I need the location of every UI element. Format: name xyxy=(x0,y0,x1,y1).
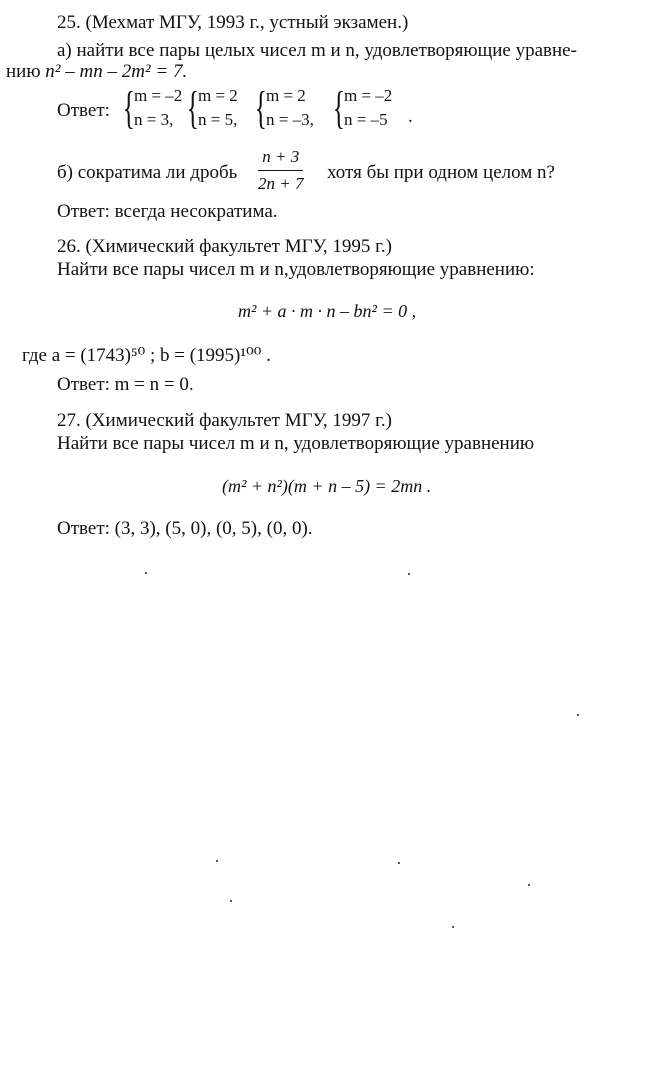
system-2-n: n = 5, xyxy=(198,110,238,129)
system-3-n: n = –3, xyxy=(266,110,314,129)
system-1-n: n = 3, xyxy=(134,110,174,129)
problem-26-equation xyxy=(238,301,416,322)
scan-speck xyxy=(145,572,147,574)
problem-25-title: 25. (Мехмат МГУ, 1993 г., устный экзамен.) xyxy=(57,12,409,33)
scan-speck xyxy=(216,860,218,862)
scan-speck xyxy=(230,900,232,902)
problem-26-where: где a = (1743)⁵⁰ ; b = (1995)¹⁰⁰ . xyxy=(22,345,271,366)
problem-25a-prefix: нию xyxy=(6,61,41,82)
answer-system-1 xyxy=(120,84,182,132)
scan-speck xyxy=(398,862,400,864)
answer-27: Ответ: (3, 3), (5, 0), (0, 5), (0, 0). xyxy=(57,518,313,539)
brace-icon: { xyxy=(122,82,135,133)
system-4-n: n = –5 xyxy=(344,110,388,129)
scan-speck xyxy=(452,926,454,928)
problem-26-text: Найти все пары чисел m и n,удовлетворяющие уравнению: xyxy=(57,259,535,280)
problem-26-title: 26. (Химический факультет МГУ, 1995 г.) xyxy=(57,236,392,257)
system-2-m: m = 2 xyxy=(198,86,238,105)
fraction-denominator: 2n + 7 xyxy=(258,174,304,193)
answer-25b: Ответ: всегда несократима. xyxy=(57,201,278,222)
scan-speck xyxy=(408,573,410,575)
problem-25b-suffix: хотя бы при одном целом n? xyxy=(327,162,555,183)
problem-25a-text-cont xyxy=(6,61,187,83)
scan-speck xyxy=(577,714,579,716)
problem-25b-prefix: б) сократима ли дробь xyxy=(57,162,238,183)
problem-25a-equation: n² – mn – 2m² = 7. xyxy=(45,61,188,82)
fraction xyxy=(258,146,303,195)
system-3-m: m = 2 xyxy=(266,86,306,105)
problem-27-equation xyxy=(222,476,431,497)
answer-system-2 xyxy=(184,84,238,132)
answer-system-4 xyxy=(330,84,392,132)
problem-27-text: Найти все пары чисел m и n, удовлетворяющие уравнению xyxy=(57,433,535,454)
problem-25a-text: а) найти все пары целых чисел m и n, удовлетворяющие уравне- xyxy=(57,40,577,61)
answer-system-3 xyxy=(252,84,314,132)
fraction-numerator: n + 3 xyxy=(258,146,303,171)
problem-27-equation-text: (m² + n²)(m + n – 5) = 2mn . xyxy=(222,476,432,496)
answer-26: Ответ: m = n = 0. xyxy=(57,374,194,395)
problem-27-title: 27. (Химический факультет МГУ, 1997 г.) xyxy=(57,410,392,431)
brace-icon: { xyxy=(332,82,345,133)
system-4-m: m = –2 xyxy=(344,86,393,105)
system-1-m: m = –2 xyxy=(134,86,183,105)
problem-26-equation-text: m² + a · m · n – bn² = 0 , xyxy=(238,301,417,321)
systems-end: . xyxy=(408,106,413,127)
scan-speck xyxy=(528,884,530,886)
brace-icon: { xyxy=(254,82,267,133)
brace-icon: { xyxy=(186,82,199,133)
answer-25a-label: Ответ: xyxy=(57,100,110,121)
